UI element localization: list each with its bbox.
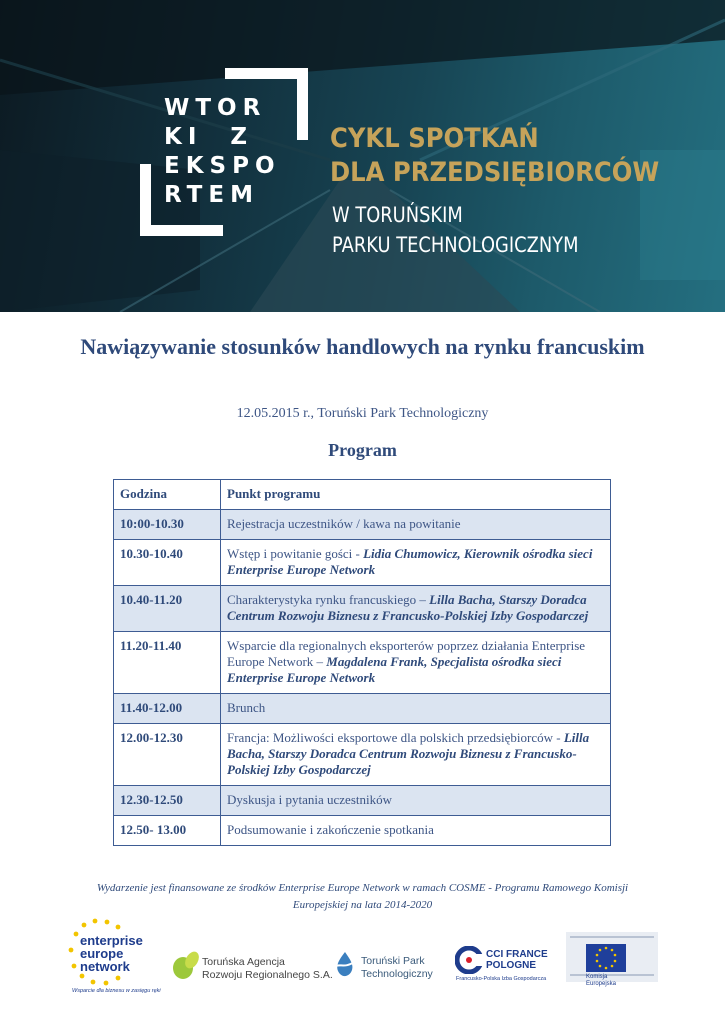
ec-logo-text — [586, 974, 616, 988]
een-logo-line: network — [80, 959, 130, 974]
row-item — [221, 632, 611, 694]
header-item: Punkt programu — [221, 480, 611, 510]
banner-title-line: DLA PRZEDSIĘBIORCÓW — [330, 157, 660, 188]
table-row — [114, 694, 611, 724]
een-logo-line: europe — [80, 946, 124, 961]
cci-logo-icon — [455, 946, 483, 974]
table-row — [114, 724, 611, 786]
tarr-logo-line: Rozwoju Regionalnego S.A. — [202, 969, 333, 981]
table-row — [114, 786, 611, 816]
row-time: 10:00-10.30 — [114, 510, 221, 540]
banner-subtitle-line: W TORUŃSKIM — [332, 203, 463, 227]
table-row — [114, 586, 611, 632]
event-date-location: 12.05.2015 r., Toruński Park Technologiczny — [236, 406, 489, 421]
tpt-logo-text — [361, 955, 433, 981]
row-text: Brunch — [227, 700, 266, 715]
table-row — [114, 632, 611, 694]
row-text: Wsparcie dla regionalnych eksporterów poprzez działania Enterprise Europe Network – — [227, 638, 586, 669]
logo-line: KI Z — [164, 124, 254, 150]
tarr-leaf-icon — [170, 948, 200, 982]
logo-line: WTOR — [164, 95, 267, 121]
table-header-row — [114, 480, 611, 510]
table-row — [114, 816, 611, 846]
partner-logos — [0, 912, 725, 1012]
tarr-logo-line: Toruńska Agencja — [202, 956, 285, 968]
row-item — [221, 694, 611, 724]
cci-logo-line: POLOGNE — [486, 960, 537, 971]
row-text: Charakterystyka rynku francuskiego – — [227, 592, 430, 607]
banner-subtitle — [332, 200, 578, 260]
tpt-drop-icon — [332, 950, 358, 980]
cci-subtitle: Francusko-Polska Izba Gospodarcza — [456, 976, 547, 982]
row-text: Rejestracja uczestników / kawa na powitanie — [227, 516, 461, 531]
funding-footnote: Wydarzenie jest finansowane ze środków Enterprise Europe Network w ramach COSME - Programu Ramowego Komisji Europejskiej na lata 2014-2020 — [96, 882, 629, 911]
header-banner — [0, 0, 725, 312]
row-time: 11.20-11.40 — [114, 632, 221, 694]
row-item — [221, 586, 611, 632]
tarr-logo-text — [202, 956, 333, 982]
ec-logo-line: Komisja — [586, 974, 608, 980]
een-tagline: Wsparcie dla biznesu w zasięgu ręki — [72, 988, 161, 994]
banner-title-line: CYKL SPOTKAŃ — [330, 123, 539, 154]
program-heading: Program — [328, 440, 397, 460]
document-title: Nawiązywanie stosunków handlowych na rynku francuskim — [80, 334, 645, 359]
row-item — [221, 816, 611, 846]
row-text: Francja: Możliwości eksportowe dla polskich przedsiębiorców - — [227, 730, 564, 745]
een-logo-line: enterprise — [80, 933, 143, 948]
row-item — [221, 510, 611, 540]
row-time: 12.00-12.30 — [114, 724, 221, 786]
row-time: 12.50- 13.00 — [114, 816, 221, 846]
row-text: Podsumowanie i zakończenie spotkania — [227, 822, 434, 837]
wtorki-z-eksportem-logo — [140, 68, 308, 236]
logo-line: EKSPO — [164, 153, 281, 179]
row-speaker: Lidia Chumowicz, Kierownik ośrodka sieci Enterprise Europe Network — [227, 546, 593, 577]
row-text: Dyskusja i pytania uczestników — [227, 792, 392, 807]
banner-subtitle-line: PARKU TECHNOLOGICZNYM — [332, 233, 579, 257]
cci-logo-line: CCI FRANCE — [486, 949, 548, 960]
tpt-logo-line: Technologiczny — [361, 968, 433, 980]
cci-logo-text — [486, 949, 548, 971]
table-row — [114, 540, 611, 586]
row-time: 11.40-12.00 — [114, 694, 221, 724]
logo-line: RTEM — [164, 182, 259, 208]
row-time: 10.40-11.20 — [114, 586, 221, 632]
agenda-table — [113, 479, 611, 846]
row-item — [221, 540, 611, 586]
enterprise-europe-network-logo — [66, 916, 162, 1004]
header-time: Godzina — [114, 480, 221, 510]
tpt-logo-line: Toruński Park — [361, 955, 425, 967]
ec-logo-line: Europejska — [586, 981, 617, 987]
row-speaker: Magdalena Frank, Specjalista ośrodka sieci Enterprise Europe Network — [227, 654, 562, 685]
row-speaker: Lilla Bacha, Starszy Doradca Centrum Rozwoju Biznesu z Francusko-Polskiej Izby Gospodarczej — [227, 592, 589, 623]
table-row — [114, 510, 611, 540]
row-speaker: Lilla Bacha, Starszy Doradca Centrum Rozwoju Biznesu z Francusko-Polskiej Izby Gospodarczej — [227, 730, 590, 777]
row-time: 12.30-12.50 — [114, 786, 221, 816]
row-text: Wstęp i powitanie gości - — [227, 546, 364, 561]
row-item — [221, 786, 611, 816]
banner-title — [330, 122, 659, 190]
row-item — [221, 724, 611, 786]
row-time: 10.30-10.40 — [114, 540, 221, 586]
